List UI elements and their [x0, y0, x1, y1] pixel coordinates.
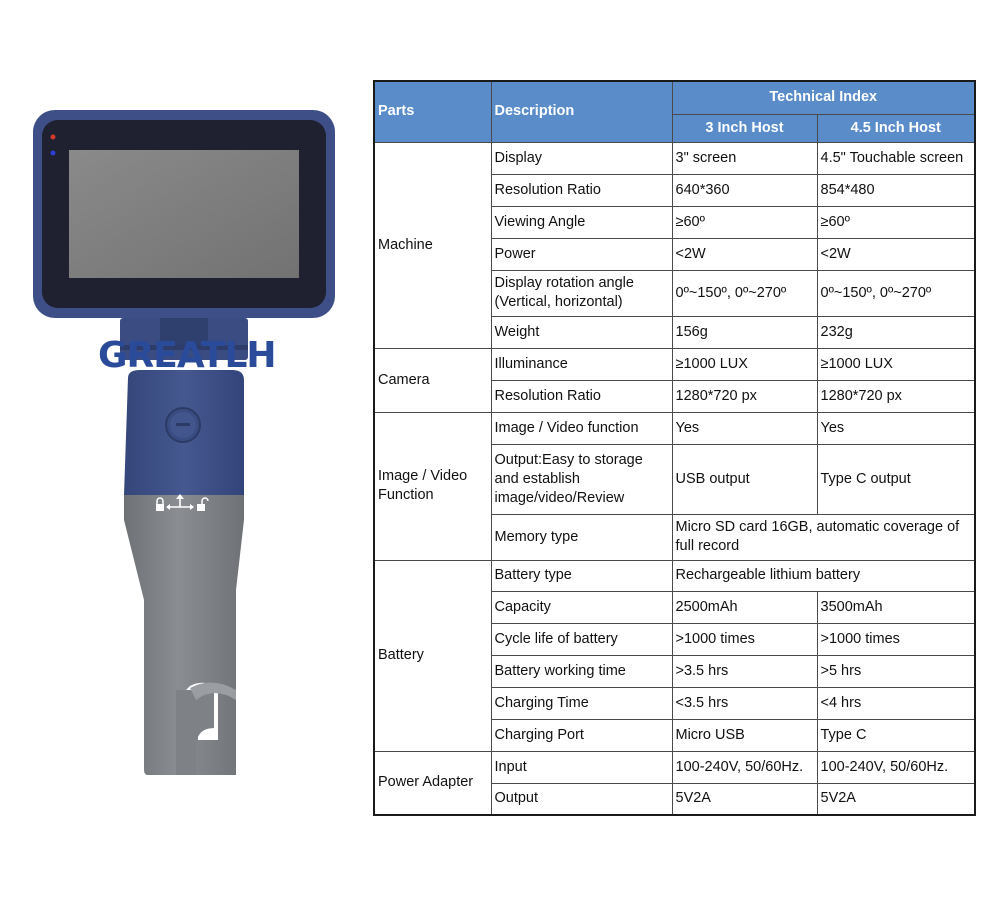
header-description: Description — [491, 81, 672, 142]
spec-table-body — [374, 142, 975, 815]
row-value-3inch: 3" screen — [672, 142, 817, 174]
power-button-icon — [166, 408, 200, 442]
row-description: Resolution Ratio — [491, 380, 672, 412]
row-value-3inch: USB output — [672, 444, 817, 514]
row-description: Capacity — [491, 591, 672, 623]
spec-table-header — [374, 81, 975, 142]
row-description: Memory type — [491, 514, 672, 560]
row-value-45inch: 5V2A — [817, 783, 975, 815]
row-description: Display rotation angle (Vertical, horizontal) — [491, 270, 672, 316]
row-value-3inch: 100-240V, 50/60Hz. — [672, 751, 817, 783]
row-value-3inch: 5V2A — [672, 783, 817, 815]
row-value-3inch: Yes — [672, 412, 817, 444]
row-value-both: Micro SD card 16GB, automatic coverage of full record — [672, 514, 975, 560]
row-description: Output — [491, 783, 672, 815]
row-description: Viewing Angle — [491, 206, 672, 238]
row-value-45inch: 854*480 — [817, 174, 975, 206]
row-value-45inch: 4.5" Touchable screen — [817, 142, 975, 174]
table-row — [374, 560, 975, 591]
row-value-45inch: 1280*720 px — [817, 380, 975, 412]
row-value-3inch: <3.5 hrs — [672, 687, 817, 719]
row-value-45inch: <2W — [817, 238, 975, 270]
row-value-both: Rechargeable lithium battery — [672, 560, 975, 591]
row-value-45inch: Type C output — [817, 444, 975, 514]
row-value-3inch: ≥60º — [672, 206, 817, 238]
led-blue-indicator — [51, 151, 56, 156]
part-machine: Machine — [374, 142, 491, 348]
row-value-3inch: 156g — [672, 316, 817, 348]
row-value-3inch: 0º~150º, 0º~270º — [672, 270, 817, 316]
header-parts: Parts — [374, 81, 491, 142]
part-camera: Camera — [374, 348, 491, 412]
row-description: Image / Video function — [491, 412, 672, 444]
row-value-3inch: 640*360 — [672, 174, 817, 206]
row-description: Resolution Ratio — [491, 174, 672, 206]
header-45-inch-host: 4.5 Inch Host — [817, 114, 975, 142]
row-description: Battery type — [491, 560, 672, 591]
row-description: Charging Port — [491, 719, 672, 751]
row-value-45inch: 232g — [817, 316, 975, 348]
row-value-45inch: >5 hrs — [817, 655, 975, 687]
row-value-3inch: >3.5 hrs — [672, 655, 817, 687]
row-value-45inch: 3500mAh — [817, 591, 975, 623]
row-value-3inch: 2500mAh — [672, 591, 817, 623]
row-value-3inch: ≥1000 LUX — [672, 348, 817, 380]
row-description: Display — [491, 142, 672, 174]
row-value-45inch: ≥1000 LUX — [817, 348, 975, 380]
row-description: Battery working time — [491, 655, 672, 687]
row-value-45inch: Yes — [817, 412, 975, 444]
part-power-adapter: Power Adapter — [374, 751, 491, 815]
table-row — [374, 412, 975, 444]
row-description: Input — [491, 751, 672, 783]
spec-table — [373, 80, 976, 816]
row-value-45inch: <4 hrs — [817, 687, 975, 719]
row-value-3inch: 1280*720 px — [672, 380, 817, 412]
part-battery: Battery — [374, 560, 491, 751]
row-value-45inch: ≥60º — [817, 206, 975, 238]
device-drawing — [0, 0, 360, 899]
row-description: Power — [491, 238, 672, 270]
header-3-inch-host: 3 Inch Host — [672, 114, 817, 142]
row-value-3inch: Micro USB — [672, 719, 817, 751]
brand-watermark: GREATLH — [98, 335, 276, 376]
header-technical-index: Technical Index — [672, 81, 975, 114]
row-description: Weight — [491, 316, 672, 348]
part-image-video-function: Image / Video Function — [374, 412, 491, 560]
row-description: Cycle life of battery — [491, 623, 672, 655]
row-value-3inch: <2W — [672, 238, 817, 270]
row-description: Output:Easy to storage and establish image/video/Review — [491, 444, 672, 514]
row-description: Illuminance — [491, 348, 672, 380]
monitor-housing — [33, 110, 335, 318]
table-row — [374, 142, 975, 174]
led-red-indicator — [51, 135, 56, 140]
table-row — [374, 348, 975, 380]
table-row — [374, 751, 975, 783]
row-value-45inch: 0º~150º, 0º~270º — [817, 270, 975, 316]
row-value-3inch: >1000 times — [672, 623, 817, 655]
row-value-45inch: 100-240V, 50/60Hz. — [817, 751, 975, 783]
row-value-45inch: Type C — [817, 719, 975, 751]
monitor-screen — [69, 150, 299, 278]
row-description: Charging Time — [491, 687, 672, 719]
row-value-45inch: >1000 times — [817, 623, 975, 655]
device-illustration — [0, 0, 360, 899]
